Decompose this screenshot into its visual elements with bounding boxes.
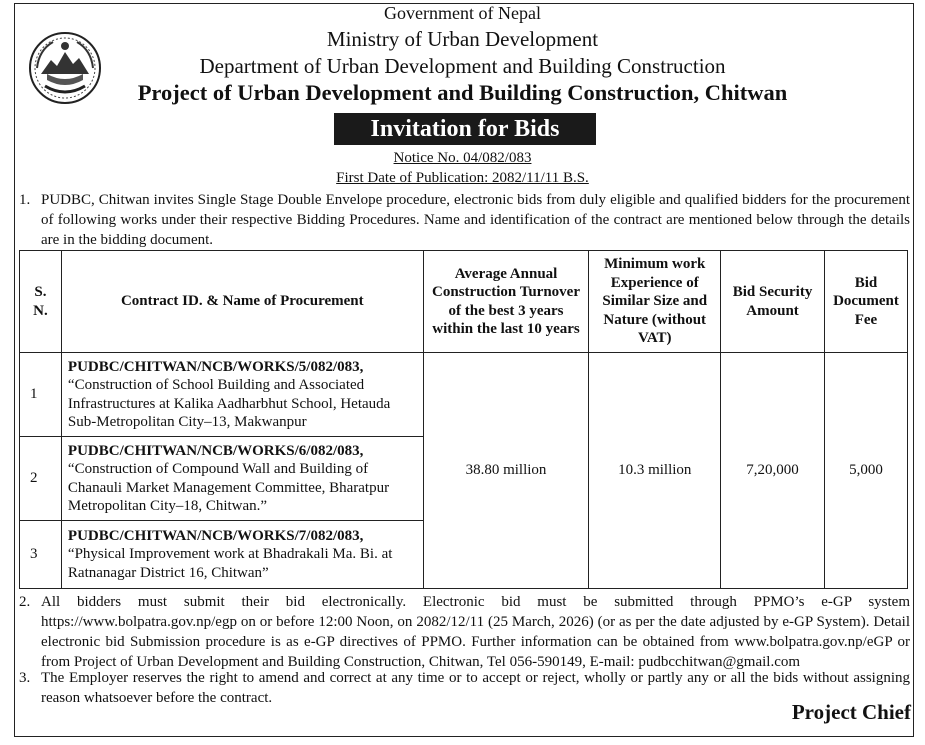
row-sn: 1 xyxy=(20,353,62,437)
row-contract xyxy=(61,437,423,521)
paragraph-number: 2. xyxy=(19,594,31,610)
contract-name: “Construction of School Building and Associated Infrastructures at Kalika Aadharbhut School, Hetauda Sub-Metropolitan City–13, Makwanpur xyxy=(67,377,391,430)
header-turnover: Average Annual Construction Turnover of the best 3 years within the last 10 years xyxy=(423,251,589,353)
experience-value: 10.3 million xyxy=(589,353,721,589)
row-sn: 3 xyxy=(20,521,62,589)
header-security: Bid Security Amount xyxy=(721,251,825,353)
paragraph-2 xyxy=(19,592,910,672)
paragraph-text: All bidders must submit their bid electronically. Electronic bid must be submitted through PPMO’s e-GP system https://www.bolpatra.gov.np/egp on or before 12:00 Noon, on 2082/12/11 (25 March, 2026) (or as per the date adjusted by e-GP System). Detail electronic bid Submission procedure is as e-GP directives of PPMO. Further information can be obtained from www.bolpatra.gov.np/eGP or from Project of Urban Development and Building Construction, Chitwan, Tel 056-590149, E-mail: pudbcchitwan@gmail.com xyxy=(41,594,910,670)
paragraph-text: PUDBC, Chitwan invites Single Stage Double Envelope procedure, electronic bids from duly eligible and qualified bidders for the procurement of following works under their respective Bidding Procedures. Name and identification of the contract are mentioned below through the details are in the bidding document. xyxy=(41,192,910,248)
ministry-title: Ministry of Urban Development xyxy=(326,27,599,51)
row-sn: 2 xyxy=(20,437,62,521)
paragraph-text: The Employer reserves the right to amend and correct at any time or to accept or reject, wholly or partly any or all the bids without assigning reason whatsoever before the contract. xyxy=(41,670,910,706)
contract-id: PUDBC/CHITWAN/NCB/WORKS/6/082/083, xyxy=(67,442,364,459)
header-fee: Bid Document Fee xyxy=(824,251,907,353)
paragraph-1 xyxy=(19,190,910,250)
paragraph-number: 3. xyxy=(19,670,31,686)
signature-project-chief: Project Chief xyxy=(791,700,911,724)
invitation-banner: Invitation for Bids xyxy=(334,113,596,145)
security-value: 7,20,000 xyxy=(721,353,825,589)
procurement-table xyxy=(19,250,908,589)
row-contract xyxy=(61,521,423,589)
row-contract xyxy=(61,353,423,437)
contract-name: “Construction of Compound Wall and Building of Chanauli Market Management Committee, Bharatpur Metropolitan City–18, Chitwan.” xyxy=(67,461,390,514)
contract-id: PUDBC/CHITWAN/NCB/WORKS/5/082/083, xyxy=(67,358,364,375)
header-contract: Contract ID. & Name of Procurement xyxy=(61,251,423,353)
table-header-row xyxy=(20,251,908,353)
contract-name: “Physical Improvement work at Bhadrakali Ma. Bi. at Ratnanagar District 16, Chitwan” xyxy=(67,546,393,581)
contract-id: PUDBC/CHITWAN/NCB/WORKS/7/082/083, xyxy=(67,527,364,544)
header-sn: S. N. xyxy=(20,251,62,353)
fee-value: 5,000 xyxy=(824,353,907,589)
header-experience: Minimum work Experience of Similar Size and Nature (without VAT) xyxy=(589,251,721,353)
publication-date: First Date of Publication: 2082/11/11 B.S. xyxy=(336,170,589,186)
table-row xyxy=(20,353,908,437)
paragraph-number: 1. xyxy=(19,192,31,208)
paragraph-3 xyxy=(19,668,910,708)
government-title: Government of Nepal xyxy=(384,3,541,23)
turnover-value: 38.80 million xyxy=(423,353,589,589)
department-title: Department of Urban Development and Building Construction xyxy=(199,54,726,78)
project-title: Project of Urban Development and Building Construction, Chitwan xyxy=(137,80,788,105)
notice-number: Notice No. 04/082/083 xyxy=(393,150,532,166)
